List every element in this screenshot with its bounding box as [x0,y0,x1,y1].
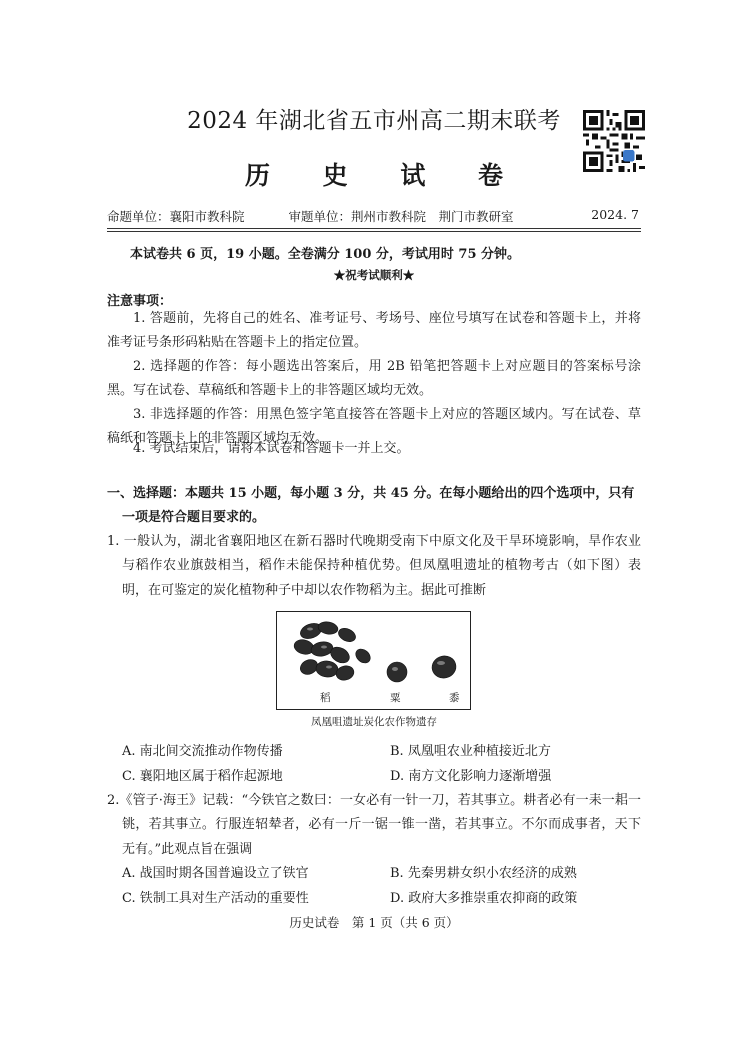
notice-heading: 注意事项： [107,294,173,309]
broomcorn-millet-label: 黍 [449,692,460,704]
option-d: D. 政府大多推崇重农抑商的政策 [390,891,578,906]
option-b: B. 凤凰咀农业种植接近北方 [390,744,551,759]
option-c: C. 襄阳地区属于稻作起源地 [122,769,283,784]
figure-caption: 凤凰咀遗址炭化农作物遗存 [311,716,437,728]
proposer-unit: 命题单位：襄阳市教科院 [107,209,245,224]
notice-item: 4. 考试结束后，请将本试卷和答题卡一并上交。 [133,441,410,456]
option-b: B. 先秦男耕女织小农经济的成熟 [390,866,577,881]
notice-item: 2. 选择题的作答：每小题选出答案后，用 2B 铅笔把答题卡上对应题目的答案标号涂黑。写在试卷、草稿纸和答题卡上的非答题区域均无效。 [107,359,641,398]
millet-label: 粟 [390,692,401,704]
exam-date: 2024. 7 [591,207,639,222]
rice-label: 稻 [320,692,331,704]
option-c: C. 铁制工具对生产活动的重要性 [122,891,309,906]
divider [107,228,641,229]
exam-units-row [107,207,639,225]
option-a: A. 南北间交流推动作物传播 [122,744,283,759]
section-heading: 一、选择题：本题共 15 小题，每小题 3 分，共 45 分。在每小题给出的四个选项中，只有一项是符合题目要求的。 [107,486,635,525]
exam-subject: 历 史 试 卷 [244,161,526,190]
option-d: D. 南方文化影响力逐渐增强 [390,769,552,784]
divider [107,231,641,232]
exam-intro: 本试卷共 6 页，19 小题。全卷满分 100 分，考试用时 75 分钟。 [130,247,521,262]
good-luck-banner: ★祝考试顺利★ [333,268,415,282]
question-stem: 2.《管子·海王》记载：“今铁官之数曰：一女必有一针一刀，若其事立。耕者必有一耒一耜一铫，若其事立。行服连轺辇者，必有一斤一锯一锥一凿，若其事立。不尔而成事者，天下无有。”此观点旨在强调 [107,793,641,857]
option-a: A. 战国时期各国普遍设立了铁官 [122,866,309,881]
page-footer: 历史试卷 第 1 页（共 6 页） [289,915,459,930]
exam-title: 2024 年湖北省五市州高二期末联考 [187,108,561,134]
notice-item: 3. 非选择题的作答：用黑色签字笔直接答在答题卡上对应的答题区域内。写在试卷、草稿纸和答题卡上的非答题区域均无效。 [107,407,641,446]
notice-item: 1. 答题前，先将自己的姓名、准考证号、考场号、座位号填写在试卷和答题卡上，并将准考证号条形码粘贴在答题卡上的指定位置。 [107,311,641,350]
reviewer-unit: 审题单位：荆州市教科院 荆门市教研室 [288,209,514,224]
question-stem: 1. 一般认为，湖北省襄阳地区在新石器时代晚期受南下中原文化及干旱环境影响，旱作农业与稻作农业旗鼓相当，稻作未能保持种植优势。但凤凰咀遗址的植物考古（如下图）表明，在可鉴定的炭化植物种子中却以农作物稻为主。据此可推断 [107,534,641,598]
crop-remains-image [277,612,470,709]
qr-code-icon [583,110,645,172]
carbonized-crops-figure [276,611,471,710]
